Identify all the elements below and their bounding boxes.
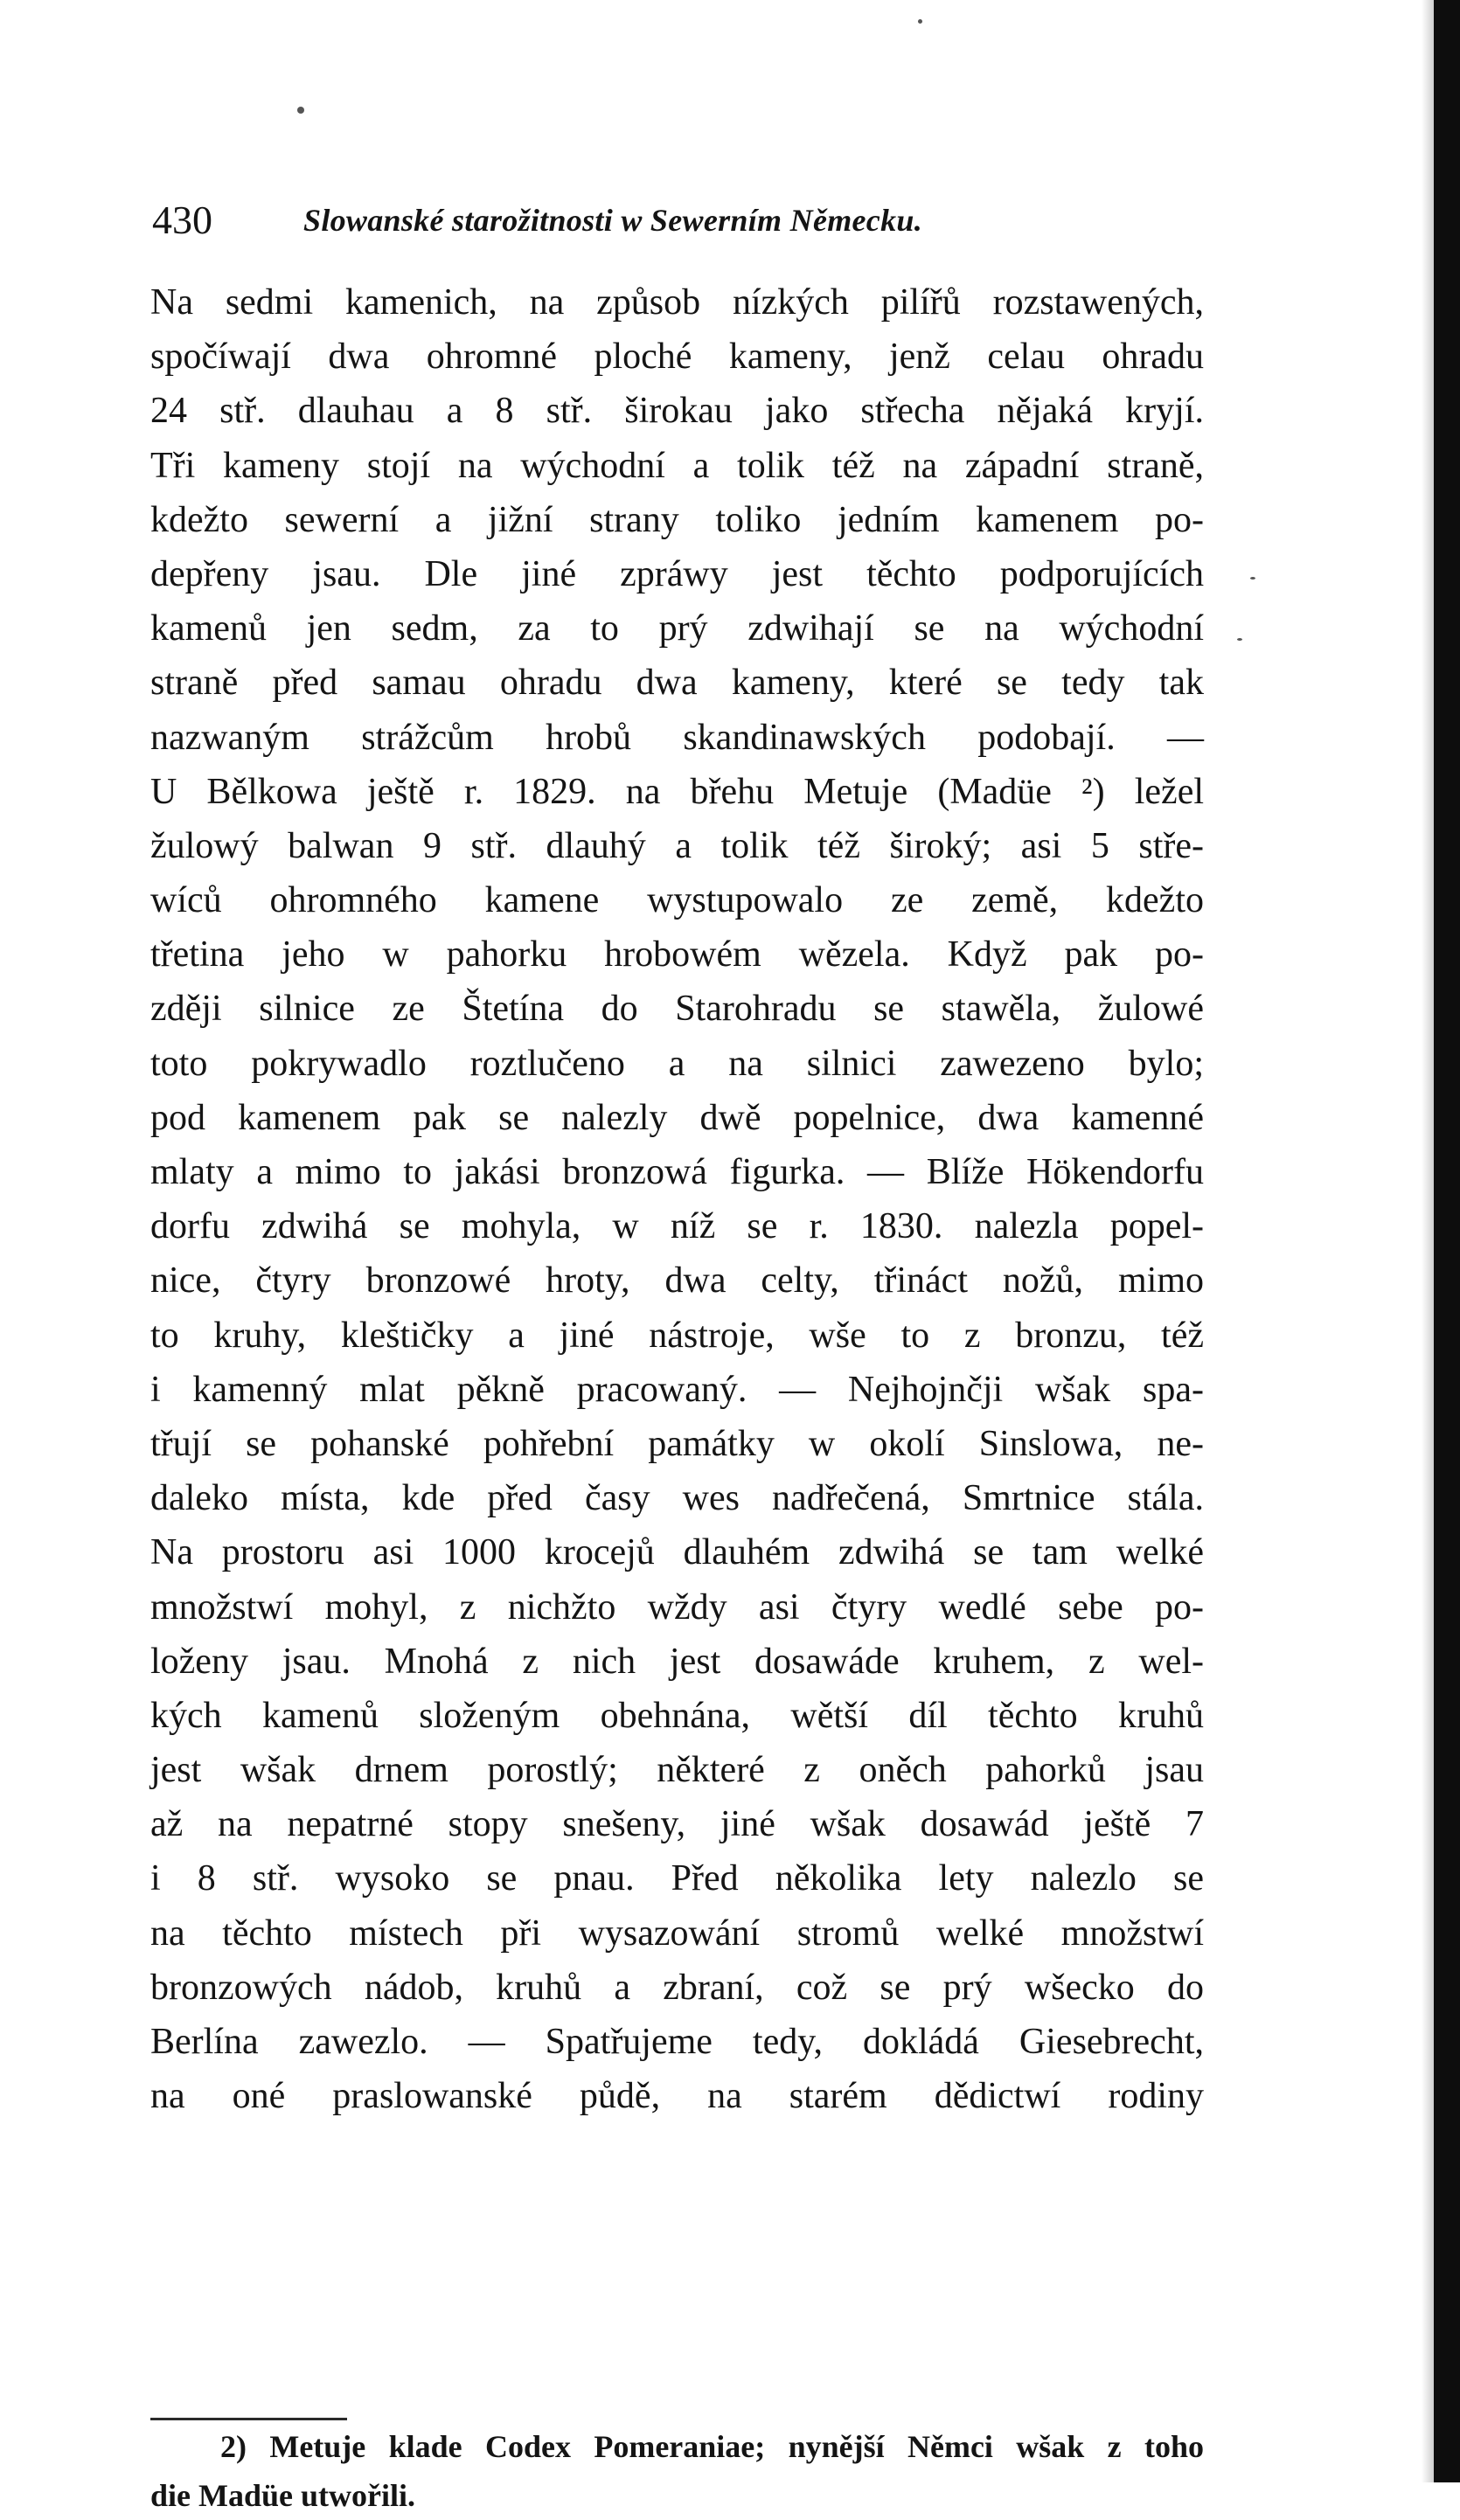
text-line: U Bělkowa ještě r. 1829. na břehu Metuje (Madüe ²) ležel	[150, 771, 1204, 812]
page-edge-shadow	[1422, 0, 1434, 2482]
text-line: to kruhy, kleštičky a jiné nástroje, wše to z bronzu, též	[150, 1315, 1204, 1356]
text-line: pod kamenem pak se nalezly dwě popelnice, dwa kamenné	[150, 1097, 1204, 1138]
text-line: loženy jsau. Mnohá z nich jest dosawáde kruhem, z wel-	[150, 1641, 1204, 1682]
page-number: 430	[152, 198, 212, 242]
text-line: wíců ohromného kamene wystupowalo ze země, kdežto	[150, 880, 1204, 921]
text-line: až na nepatrné stopy snešeny, jiné wšak dosawád ještě 7	[150, 1804, 1204, 1845]
text-line: na oné praslowanské půdě, na starém dědictwí rodiny	[150, 2076, 1204, 2117]
text-line: Na sedmi kamenich, na způsob nízkých pilířů rozstawených,	[150, 282, 1204, 323]
scan-speck	[297, 107, 304, 114]
scan-border	[1434, 0, 1460, 2482]
text-line: depřeny jsau. Dle jiné zpráwy jest těchto podporujících	[150, 553, 1204, 594]
text-line: množstwí mohyl, z nichžto wždy asi čtyry wedlé sebe po-	[150, 1586, 1204, 1628]
text-line: toto pokrywadlo roztlučeno a na silnici zawezeno bylo;	[150, 1043, 1204, 1084]
text-line: zději silnice ze Štetína do Starohradu se stawěla, žulowé	[150, 989, 1204, 1030]
footnote-line: 2) Metuje klade Codex Pomeraniae; nynější Němci wšak z toho	[220, 2429, 1204, 2464]
text-line: spočíwají dwa ohromné ploché kameny, jenž celau ohradu	[150, 337, 1204, 378]
text-line: kamenů jen sedm, za to prý zdwihají se na wýchodní	[150, 608, 1204, 649]
text-line: 24 stř. dlauhau a 8 stř. širokau jako střecha nějaká kryjí.	[150, 391, 1204, 432]
scan-speck	[1237, 638, 1242, 641]
running-title: Slowanské starožitnosti w Sewerním Německu.	[303, 203, 923, 238]
body-text	[150, 275, 1204, 2123]
text-line: třují se pohanské pohřební památky w okolí Sinslowa, ne-	[150, 1423, 1204, 1464]
footnote-line: die Madüe utwořili.	[150, 2478, 415, 2513]
text-line: na těchto místech při wysazowání stromů welké množstwí	[150, 1913, 1204, 1954]
footnote-divider	[150, 2418, 347, 2420]
text-line: žulowý balwan 9 stř. dlauhý a tolik též široký; asi 5 stře-	[150, 825, 1204, 866]
text-line: daleko místa, kde před časy wes nadřečená, Smrtnice stála.	[150, 1478, 1204, 1519]
text-line: mlaty a mimo to jakási bronzowá figurka. — Blíže Hökendorfu	[150, 1152, 1204, 1192]
text-line: jest wšak drnem porostlý; některé z oněch pahorků jsau	[150, 1750, 1204, 1791]
text-line: dorfu zdwihá se mohyla, w níž se r. 1830. nalezla popel-	[150, 1206, 1204, 1247]
text-line: straně před samau ohradu dwa kameny, které se tedy tak	[150, 663, 1204, 704]
text-line: nice, čtyry bronzowé hroty, dwa celty, třináct nožů, mimo	[150, 1260, 1204, 1302]
page-header	[150, 194, 1204, 255]
text-line: Na prostoru asi 1000 krocejů dlauhém zdwihá se tam welké	[150, 1532, 1204, 1573]
text-line: třetina jeho w pahorku hrobowém wězela. Když pak po-	[150, 934, 1204, 975]
text-line: kých kamenů složeným obehnána, wětší díl těchto kruhů	[150, 1695, 1204, 1736]
text-line: i kamenný mlat pěkně pracowaný. — Nejhojnčji wšak spa-	[150, 1369, 1204, 1410]
text-line: i 8 stř. wysoko se pnau. Před několika lety nalezlo se	[150, 1858, 1204, 1899]
scan-speck	[1250, 577, 1255, 580]
text-line: Tři kameny stojí na wýchodní a tolik též na západní straně,	[150, 445, 1204, 486]
scan-speck	[918, 19, 922, 24]
text-line: Berlína zawezlo. — Spatřujeme tedy, dokládá Giesebrecht,	[150, 2022, 1204, 2062]
footnotes	[150, 2422, 1204, 2520]
book-page	[150, 194, 1204, 2117]
text-line: kdežto sewerní a jižní strany toliko jedním kamenem po-	[150, 499, 1204, 540]
text-line: nazwaným strážcům hrobů skandinawských podobají. —	[150, 717, 1204, 758]
text-line: bronzowých nádob, kruhů a zbraní, což se prý wšecko do	[150, 1967, 1204, 2008]
